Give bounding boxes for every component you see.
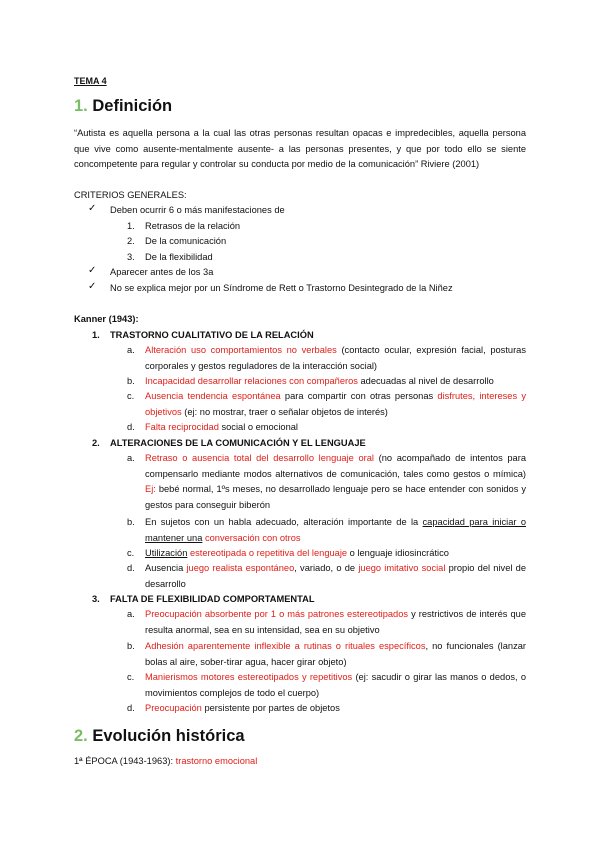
item-letter: c. (127, 391, 135, 401)
item-text: (ej: sacudir o girar las manos o dedos, o movimientos complejos de todo el cuerpo) (145, 672, 526, 698)
item-text: propio del nivel de desarrollo (145, 563, 526, 589)
item-text: adecuadas al nivel de desarrollo (357, 376, 494, 386)
item-letter: b. (127, 517, 135, 527)
sub-number: 1. (127, 221, 135, 231)
list-item (145, 639, 526, 670)
criterion-3: No se explica mejor por un Síndrome de Rett o Trastorno Desintegrado de la Niñez (110, 283, 453, 293)
kanner-heading: Kanner (1943): (74, 314, 139, 324)
definition-quote: “Autista es aquella persona a la cual las otras personas resultan opacas e impredecibles, aquella persona que vive como ausente-mentalmente ausente- a las personas presentes, y que por todo ello se siente concompetente para regular y controlar su conducta por medio de la comunicación” Riviere (2001) (74, 128, 526, 169)
highlight-text: Ausencia tendencia espontánea (145, 391, 281, 401)
list-item (145, 561, 526, 592)
highlight-text: disfrutes, intereses y objetivos (145, 391, 526, 417)
criteria-title: CRITERIOS GENERALES: (74, 190, 187, 200)
list-item (145, 343, 526, 374)
list-number: 1. (92, 330, 100, 340)
section-title: Definición (92, 97, 173, 115)
highlight-text: conversación con otros (202, 532, 301, 543)
list-heading: TRASTORNO CUALITATIVO DE LA RELACIÓN (110, 330, 314, 340)
check-icon: ✓ (88, 281, 97, 292)
criterion-1: Deben ocurrir 6 o más manifestaciones de (110, 205, 285, 215)
list-item (145, 670, 526, 701)
highlight-text: Falta reciprocidad (145, 422, 219, 432)
highlight-text: Retraso o ausencia total del desarrollo lenguaje oral (145, 453, 374, 463)
item-text: , variado, o de (294, 563, 359, 573)
item-text: (contacto ocular, expresión facial, posturas corporales y gestos reguladores de la interacción social) (145, 345, 526, 371)
item-text: para compartir con otras personas (280, 391, 438, 401)
highlight-text: Ej: (145, 484, 156, 494)
epoch-label: 1ª ÉPOCA (1943-1963): (74, 756, 176, 766)
list-heading: ALTERACIONES DE LA COMUNICACIÓN Y EL LENGUAJE (110, 438, 366, 448)
highlight-text: Preocupación (145, 703, 202, 713)
list-item (145, 607, 526, 638)
sub-item: De la comunicación (145, 236, 227, 246)
item-letter: d. (127, 703, 135, 713)
highlight-text: estereotipada o repetitiva del lenguaje (187, 548, 348, 558)
list-item (145, 701, 526, 717)
item-text: social o emocional (218, 422, 298, 432)
section-number: 1. (74, 97, 88, 115)
highlight-text: Manierismos motores estereotipados y repetitivos (145, 672, 353, 682)
list-heading: FALTA DE FLEXIBILIDAD COMPORTAMENTAL (110, 594, 315, 604)
list-item (145, 389, 526, 420)
item-text: (no acompañado de intentos para compensarlo mediante modos alternativos de comunicación, tales como gestos o mímica) (145, 453, 526, 479)
item-letter: a. (127, 609, 135, 619)
list-number: 3. (92, 594, 100, 604)
item-text: (ej: no mostrar, traer o señalar objetos de interés) (181, 406, 388, 417)
list-item (145, 546, 526, 562)
section-number: 2. (74, 727, 88, 745)
item-letter: b. (127, 641, 135, 651)
underlined-text: capacidad para iniciar o mantener una (145, 517, 526, 543)
item-text: bebé normal, 1ºs meses, no desarrollado lenguaje pero se hace entender con sonidos y gestos para conseguir biberón (145, 484, 526, 510)
item-text: y restrictivos de interés que resulta anormal, sea en su intensidad, sea en su objetivo (145, 609, 526, 635)
highlight-text: Preocupación absorbente por 1 o más patrones estereotipados (145, 609, 409, 619)
highlight-text: trastorno emocional (175, 756, 258, 766)
check-icon: ✓ (88, 203, 97, 214)
item-letter: c. (127, 548, 135, 558)
item-letter: a. (127, 345, 135, 355)
item-text: o lenguaje idiosincrático (347, 548, 449, 558)
epoch-line (74, 754, 257, 770)
list-item (145, 515, 526, 546)
item-letter: c. (127, 672, 135, 682)
highlight-text: Alteración uso comportamientos no verbales (145, 345, 337, 355)
section-title: Evolución histórica (92, 727, 245, 745)
item-letter: d. (127, 422, 135, 432)
list-item (145, 374, 526, 390)
item-text: persistente por partes de objetos (201, 703, 340, 713)
item-letter: a. (127, 453, 135, 463)
sub-item: Retrasos de la relación (145, 221, 241, 231)
highlight-text: Incapacidad desarrollar relaciones con compañeros (145, 376, 358, 386)
highlight-text: Adhesión aparentemente inflexible a rutinas o rituales específicos (145, 641, 426, 651)
check-icon: ✓ (88, 265, 97, 276)
highlight-text: juego realista espontáneo (186, 563, 295, 573)
item-letter: d. (127, 563, 135, 573)
list-item (145, 451, 526, 513)
item-text: Ausencia (145, 563, 187, 573)
item-text: En sujetos con un habla adecuado, alteración importante de la (145, 517, 423, 527)
section-heading-1 (74, 97, 172, 116)
section-heading-2 (74, 727, 245, 746)
topic-label: TEMA 4 (74, 76, 107, 86)
sub-number: 3. (127, 252, 135, 262)
sub-number: 2. (127, 236, 135, 246)
list-item (145, 420, 526, 436)
list-number: 2. (92, 438, 100, 448)
item-text: , no funcionales (lanzar bolas al aire, sober-tirar agua, hacer girar objeto) (145, 641, 526, 667)
sub-item: De la flexibilidad (145, 252, 213, 262)
underlined-text: Utilización (145, 548, 188, 558)
highlight-text: juego imitativo social (358, 563, 446, 573)
item-letter: b. (127, 376, 135, 386)
criterion-2: Aparecer antes de los 3a (110, 267, 214, 277)
